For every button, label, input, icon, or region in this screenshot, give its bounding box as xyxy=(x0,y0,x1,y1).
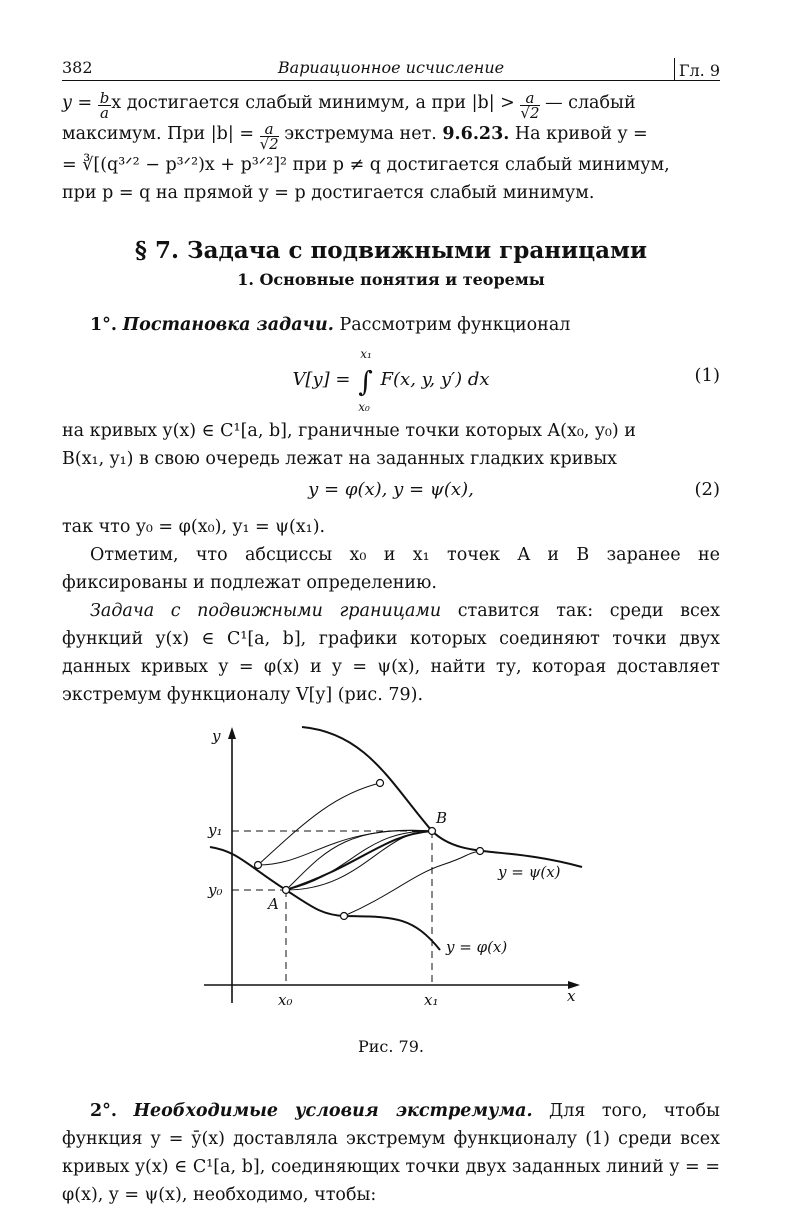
point-B xyxy=(429,828,436,835)
intro-paragraph xyxy=(62,89,720,207)
intro-text: На кривой y = xyxy=(509,124,648,144)
problem-reference: 9.6.23. xyxy=(442,124,510,144)
paragraph-text: B(x₁, y₁) в свою очередь лежат на заданных гладких кривых xyxy=(62,449,618,469)
integral-upper: x₁ xyxy=(360,347,372,361)
curve-phi xyxy=(210,847,440,950)
intro-text: y = xyxy=(62,93,98,113)
item-heading: Постановка задачи. xyxy=(122,315,334,335)
equation-body: y = φ(x), y = ψ(x), xyxy=(308,479,474,500)
curve-thin-6 xyxy=(344,851,480,916)
paragraph-section-2 xyxy=(62,1097,720,1209)
equation-lhs: V[y] = xyxy=(292,369,351,390)
paragraph-5 xyxy=(62,597,720,709)
label-psi: y = ψ(x) xyxy=(498,863,561,881)
page xyxy=(62,52,720,1209)
italic-term: Задача с подвижными границами xyxy=(90,601,442,621)
chapter-label xyxy=(674,58,720,80)
paragraph-1 xyxy=(62,311,720,339)
frac-num: a xyxy=(260,122,279,137)
integral-lower: x₀ xyxy=(358,400,370,414)
frac-num: b xyxy=(99,89,110,107)
label-x0: x₀ xyxy=(278,991,293,1009)
figure-79 xyxy=(62,725,720,1055)
figure-caption: Рис. 79. xyxy=(357,1037,424,1056)
paragraph-3: так что y₀ = φ(x₀), y₁ = ψ(x₁). xyxy=(62,517,326,537)
point-psi-1 xyxy=(377,780,384,787)
fraction-a-sqrt2 xyxy=(520,91,539,120)
label-phi: y = φ(x) xyxy=(446,938,508,956)
intro-text: максимум. При |b| = xyxy=(62,124,260,144)
label-y-axis: y xyxy=(212,727,221,745)
label-x-axis: x xyxy=(567,987,576,1005)
paragraph-text: на кривых y(x) ∈ C¹[a, b], граничные точки которых A(x₀, y₀) и xyxy=(62,421,636,441)
chapter-text: Гл. 9 xyxy=(678,61,720,80)
curve-thin-1 xyxy=(258,783,380,865)
section-subtitle: 1. Основные понятия и теоремы xyxy=(237,270,545,289)
running-title: Вариационное исчисление xyxy=(277,58,505,77)
fraction-b-a xyxy=(98,91,112,120)
equation-number: (2) xyxy=(694,479,720,500)
equation-1 xyxy=(62,343,720,413)
equation-number: (1) xyxy=(694,365,720,386)
label-y1: y₁ xyxy=(208,821,223,839)
figure-diagram xyxy=(62,725,720,1035)
intro-text: экстремума нет. xyxy=(278,124,443,144)
label-B: B xyxy=(436,809,448,827)
label-x1: x₁ xyxy=(424,991,439,1009)
running-head xyxy=(62,52,720,81)
paragraph-4: Отметим, что абсциссы x₀ и x₁ точек A и B заранее не фиксированы и подлежат определению. xyxy=(62,545,720,593)
integral-sign: ∫ x₁ x₀ xyxy=(358,347,373,414)
integrand: F(x, y, y′) dx xyxy=(380,369,490,390)
intro-text: = ∛[(q³ᐟ² − p³ᐟ²)x + p³ᐟ²]² при p ≠ q достигается слабый минимум, xyxy=(62,155,670,175)
paragraph-text: Для того, чтобы функция y = ȳ(x) доставляла экстремум функционалу (1) среди всех кривых y(x) ∈ C¹[a, b], соединяющих точки двух заданных линий y = = φ(x), y = ψ(x), необходимо, чтобы: xyxy=(62,1101,720,1205)
frac-den: √2 xyxy=(520,104,540,122)
point-phi-1 xyxy=(255,862,262,869)
fraction-a-sqrt2-2 xyxy=(260,122,279,151)
point-phi-2 xyxy=(341,913,348,920)
frac-num: a xyxy=(520,91,539,106)
frac-den: a xyxy=(100,104,109,122)
section-title: § 7. Задача с подвижными границами xyxy=(134,237,648,264)
point-psi-2 xyxy=(477,848,484,855)
paragraph-text: Рассмотрим функционал xyxy=(333,315,571,335)
item-label: 1°. xyxy=(90,315,118,335)
intro-text: при p = q на прямой y = p достигается слабый минимум. xyxy=(62,183,595,203)
label-y0: y₀ xyxy=(208,881,223,899)
curve-extremal xyxy=(286,831,432,890)
paragraph-text: ставится так: среди всех функций y(x) ∈ C¹[a, b], графики которых соединяют точки двух данных кривых y = φ(x) и y = ψ(x), найти ту, которая доставляет экстремум функционалу V[y] (рис. 79). xyxy=(62,601,720,705)
page-number: 382 xyxy=(62,58,93,77)
frac-den: √2 xyxy=(259,135,279,153)
equation-2 xyxy=(62,475,720,511)
paragraph-2 xyxy=(62,417,720,473)
intro-text: — слабый xyxy=(539,93,636,113)
item-label: 2°. xyxy=(90,1101,118,1121)
intro-text: x достигается слабый минимум, а при |b| > xyxy=(111,93,521,113)
y-axis-arrow xyxy=(228,727,236,739)
item-heading: Необходимые условия экстремума. xyxy=(133,1101,533,1121)
point-A xyxy=(283,887,290,894)
chapter-bar xyxy=(674,58,675,80)
label-A: A xyxy=(268,895,279,913)
